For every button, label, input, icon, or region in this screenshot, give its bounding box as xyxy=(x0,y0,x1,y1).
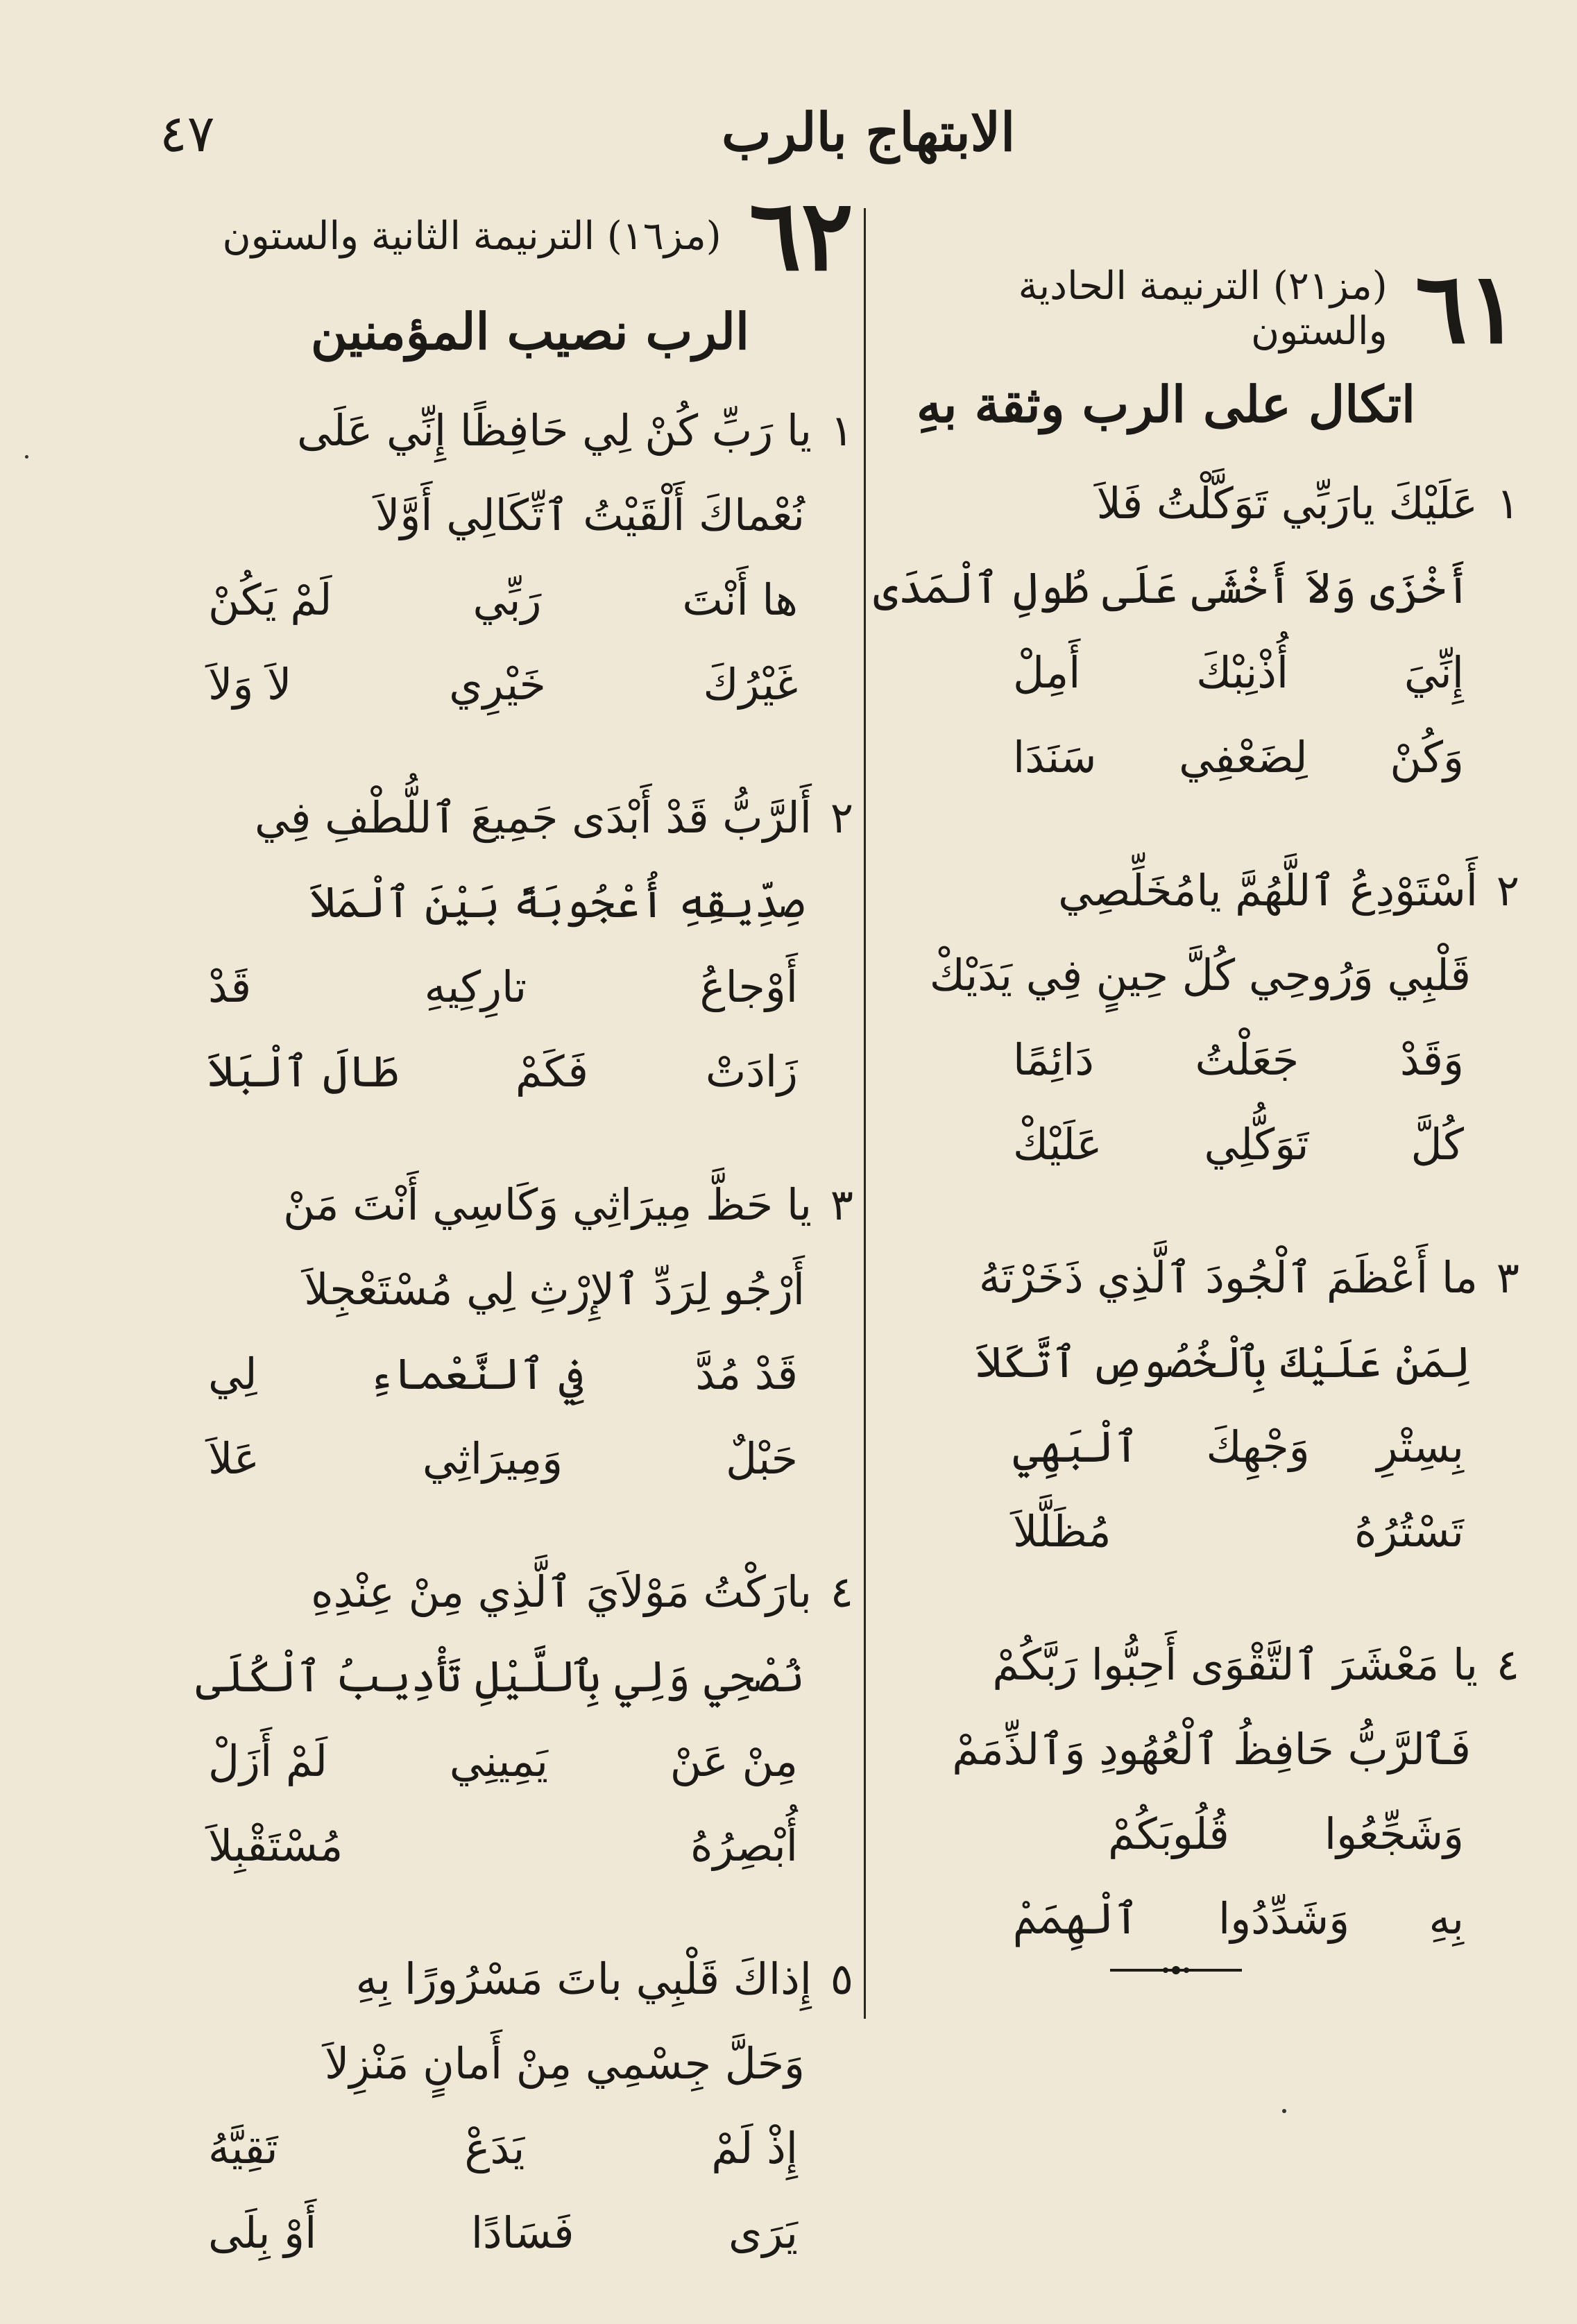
verse-word: سَنَدَا xyxy=(1013,732,1097,783)
running-title: الابتهاج بالرب xyxy=(722,101,1016,163)
verse-word: ٱلْبَهِي xyxy=(1013,1421,1139,1472)
psalm-reference: (مز٢١) الترنيمة الحادية والستون xyxy=(1018,264,1388,354)
verse-word: لاَ وَلاَ xyxy=(208,659,292,710)
stanza xyxy=(208,1937,853,2275)
verse-word: وَقَدْ xyxy=(1399,1034,1464,1085)
hymn-number: ٦٢ xyxy=(749,179,853,293)
stanza xyxy=(195,1550,853,1888)
verse-word: مِنْ عَنْ xyxy=(670,1736,798,1786)
hymn-heading xyxy=(208,177,853,295)
hymn-62 xyxy=(195,177,853,2324)
verse-line: لِمَنْ عَلَيْكَ بِٱلْخُصُوصِ ٱتَّكَلاَ xyxy=(975,1337,1471,1387)
verse-word: يَرَى xyxy=(728,2207,798,2258)
verse-word: حَبْلٌ xyxy=(726,1433,798,1484)
verse-word: زَادَتْ xyxy=(705,1046,798,1097)
verse-word: طَالَ ٱلْبَلاَ xyxy=(208,1046,399,1097)
verse-word: تَقِيَّهُ xyxy=(208,2123,278,2173)
page-number: ٤٧ xyxy=(160,104,215,164)
verse-line: صِدِّيقِهِ أُعْجُوبَةً بَيْنَ ٱلْمَلاَ xyxy=(309,877,805,928)
verse-word: أَمِلْ xyxy=(1013,647,1081,698)
verse-word: لِضَعْفِي xyxy=(1179,732,1308,783)
verse-word: فِي ٱلنَّعْماءِ xyxy=(368,1349,584,1399)
hymn-61 xyxy=(873,250,1519,2010)
stanza-number: ٥ xyxy=(830,1954,853,2004)
print-speck xyxy=(25,455,28,459)
verse-word: وَمِيرَاثِي xyxy=(422,1433,563,1484)
stanza xyxy=(895,848,1519,1187)
verse-word: وَشَجِّعُوا xyxy=(1324,1809,1464,1859)
hymn-title: اتكال على الرب وثقة بهِ xyxy=(916,375,1415,434)
verse-word: أُذْنِبْكَ xyxy=(1196,647,1289,698)
verse-line: وَحَلَّ جِسْمِي مِنْ أَمانٍ مَنْزِلاَ xyxy=(325,2038,805,2089)
stanza xyxy=(895,1236,1519,1574)
stanza xyxy=(873,461,1519,800)
column-divider xyxy=(864,208,866,2019)
print-speck xyxy=(1282,2109,1286,2113)
verse-line: نُصْحِي وَلِي بِٱللَّيْلِ تَأْدِيبُ ٱلْكُلَى xyxy=(195,1651,805,1702)
hymn-number: ٦١ xyxy=(1415,252,1519,366)
verse-line: يا حَظَّ مِيرَاثِي وَكَاسِي أَنْتَ مَنْ xyxy=(283,1179,812,1230)
verse-line: ما أَعْظَمَ ٱلْجُودَ ٱلَّذِي ذَخَرْتَهُ xyxy=(978,1252,1478,1303)
verse-word: ٱلْهِمَمْ xyxy=(1013,1893,1139,1944)
stanza xyxy=(208,776,853,1114)
stanza-number: ٤ xyxy=(1496,1639,1519,1690)
verse-line: يا مَعْشَرَ ٱلتَّقْوَى أَحِبُّوا رَبَّكُمْ xyxy=(992,1639,1478,1690)
verse-line: نُعْماكَ أَلْقَيْتُ ٱتِّكَالِي أَوَّلاَ xyxy=(375,490,805,540)
verse-word: أَوْجاعُ xyxy=(699,962,798,1012)
verse-line: أَرْجُو لِرَدِّ ٱلإِرْثِ لِي مُسْتَعْجِلاَ xyxy=(304,1264,805,1315)
stanza-number: ١ xyxy=(1496,478,1519,529)
verse-line: يا رَبِّ كُنْ لِي حَافِظًا إِنِّي عَلَى xyxy=(297,405,812,456)
verse-word: تَسْتُرُهُ xyxy=(1354,1506,1464,1557)
verse-word: بِهِ xyxy=(1429,1893,1464,1944)
verse-line: بارَكْتُ مَوْلاَيَ ٱلَّذِي مِنْ عِنْدِهِ xyxy=(311,1566,812,1617)
stanza-number: ٢ xyxy=(1496,865,1519,916)
stanza-number: ٢ xyxy=(830,792,853,843)
verse-word: قَدْ مُدَّ xyxy=(695,1349,798,1399)
stanza xyxy=(895,1623,1519,1961)
verse-word: مُظَلَّلاَ xyxy=(1013,1506,1111,1557)
psalm-reference: (مز١٦) الترنيمة الثانية والستون xyxy=(222,213,722,259)
verse-word: قُلُوبَكُمْ xyxy=(1107,1809,1229,1859)
stanza-number: ٤ xyxy=(830,1566,853,1617)
section-end-ornament xyxy=(1110,1963,1242,1977)
verse-word: رَبِّي xyxy=(472,574,542,625)
stanza-number: ١ xyxy=(830,405,853,456)
verse-word: كُلَّ xyxy=(1410,1119,1464,1170)
verse-line: أَخْزَى وَلاَ أَخْشَى عَلَى طُولِ ٱلْمَدَى xyxy=(873,563,1471,613)
hymn-title: الرب نصيب المؤمنين xyxy=(310,302,749,361)
verse-line: عَلَيْكَ يارَبِّي تَوَكَّلْتُ فَلاَ xyxy=(1096,478,1478,529)
verse-word: يَدَعْ xyxy=(464,2123,525,2173)
stanza xyxy=(208,1163,853,1501)
verse-word: إِنِّيَ xyxy=(1404,647,1464,698)
verse-word: أُبْصِرُهُ xyxy=(690,1820,798,1871)
verse-word: غَيْرُكَ xyxy=(703,659,798,710)
verse-line: فَٱلرَّبُّ حَافِظُ ٱلْعُهُودِ وَٱلذِّمَمْ xyxy=(952,1724,1471,1775)
verse-word: لَمْ أَزَلْ xyxy=(208,1736,328,1786)
verse-word: جَعَلْتُ xyxy=(1195,1034,1299,1085)
stanza-number: ٣ xyxy=(1496,1252,1519,1303)
verse-line: أَلرَّبُّ قَدْ أَبْدَى جَمِيعَ ٱللُّطْفِ فِي xyxy=(255,792,812,843)
verse-word: فَسَادًا xyxy=(470,2207,574,2258)
verse-line: إِذاكَ قَلْبِي باتَ مَسْرُورًا بِهِ xyxy=(355,1954,812,2004)
verse-word: عَلاَ xyxy=(208,1433,260,1484)
hymn-heading xyxy=(895,250,1519,368)
verse-word: دَائِمًا xyxy=(1013,1034,1094,1085)
verse-word: قَدْ xyxy=(208,962,252,1012)
verse-word: وَجْهِكَ xyxy=(1206,1421,1310,1472)
verse-word: إِذْ لَمْ xyxy=(711,2123,798,2173)
verse-word: تارِكِيهِ xyxy=(424,962,527,1012)
stanza xyxy=(208,388,853,727)
verse-word: بِسِتْرِ xyxy=(1376,1421,1464,1472)
verse-word: يَمِينِي xyxy=(449,1736,548,1786)
verse-word: خَيْرِي xyxy=(449,659,546,710)
verse-word: وَكُنْ xyxy=(1390,732,1464,783)
verse-word: أَوْ بِلَى xyxy=(208,2207,317,2258)
verse-word: وَشَدِّدُوا xyxy=(1218,1893,1350,1944)
verse-line: قَلْبِي وَرُوحِي كُلَّ حِينٍ فِي يَدَيْكْ xyxy=(929,950,1471,1000)
verse-word: فَكَمْ xyxy=(515,1046,588,1097)
verse-word: مُسْتَقْبِلاَ xyxy=(208,1820,343,1871)
verse-word: لِي xyxy=(208,1349,257,1399)
verse-line: أَسْتَوْدِعُ ٱللَّهُمَّ يامُخَلِّصِي xyxy=(1058,865,1478,916)
verse-word: ها أَنْتَ xyxy=(682,574,798,625)
verse-word: تَوَكُّلِي xyxy=(1204,1119,1309,1170)
verse-word: عَلَيْكْ xyxy=(1013,1119,1102,1170)
verse-word: لَمْ يَكُنْ xyxy=(208,574,332,625)
stanza-number: ٣ xyxy=(830,1179,853,1230)
